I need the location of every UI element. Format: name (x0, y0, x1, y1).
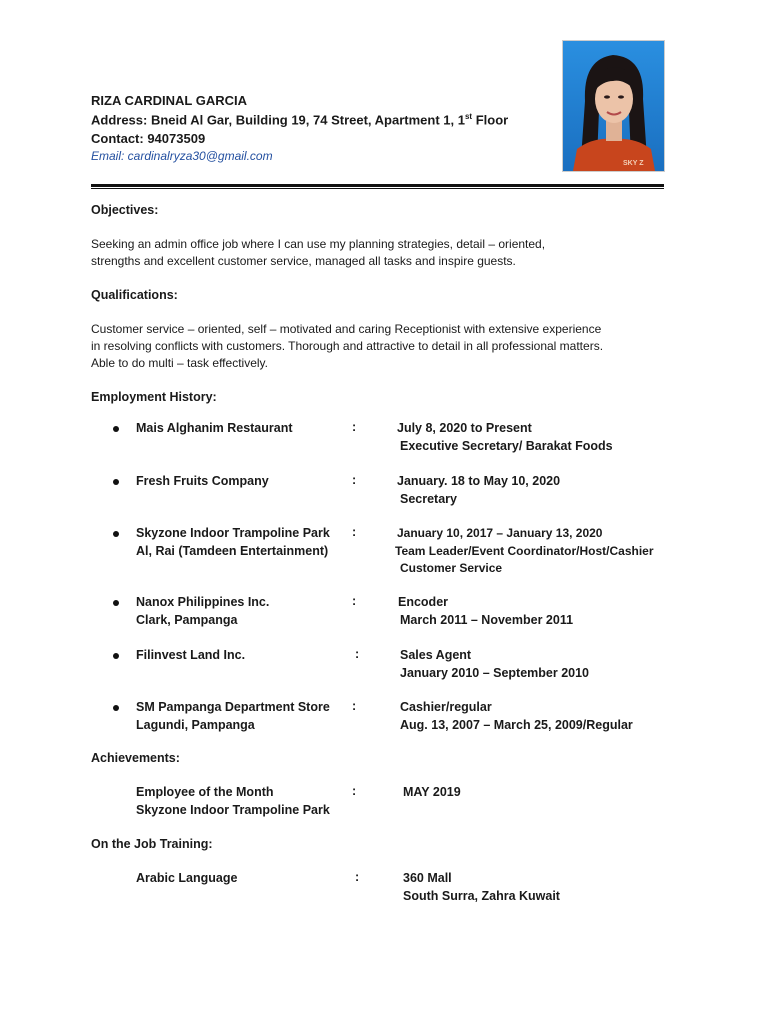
detail-line: Customer Service (400, 561, 503, 575)
bullet (113, 531, 119, 537)
employer-line: SM Pampanga Department Store (136, 700, 330, 714)
employer-line: Nanox Philippines Inc. (136, 595, 270, 609)
achievement-line: Employee of the Month (136, 785, 274, 799)
training-title (136, 870, 237, 888)
employer-line: Al, Rai (Tamdeen Entertainment) (136, 543, 329, 558)
employer (136, 525, 330, 560)
resume-name: RIZA CARDINAL GARCIA (91, 93, 247, 108)
header-divider-thick (91, 184, 664, 187)
detail-line: Secretary (400, 491, 457, 506)
profile-photo (562, 40, 665, 172)
bullet (113, 426, 119, 432)
separator-colon: : (352, 594, 357, 608)
address-suffix: Floor (472, 112, 509, 128)
detail-line: Encoder (398, 595, 449, 609)
employer-line: Clark, Pampanga (136, 612, 238, 627)
employer-line: Skyzone Indoor Trampoline Park (136, 526, 330, 540)
employer-line: Fresh Fruits Company (136, 474, 269, 488)
qualifications-line: in resolving conflicts with customers. Thorough and attractive to detail in all professional matters. (91, 339, 604, 353)
employer (136, 420, 293, 438)
qualifications-heading: Qualifications: (91, 288, 178, 302)
separator-colon: : (352, 699, 357, 713)
objectives-text (91, 236, 545, 270)
bullet (113, 479, 119, 485)
separator-colon: : (352, 473, 357, 487)
qualifications-line: Able to do multi – task effectively. (91, 356, 268, 370)
address-line (91, 112, 508, 127)
profile-photo-image (563, 41, 664, 171)
detail-line: Sales Agent (400, 648, 472, 662)
employment-details (400, 699, 633, 734)
training-heading: On the Job Training: (91, 837, 213, 851)
detail-line: July 8, 2020 to Present (397, 421, 532, 435)
photo-shirt-text: SKY Z (623, 160, 644, 167)
achievement-title (136, 784, 330, 819)
separator-colon: : (355, 870, 360, 884)
detail-line: Aug. 13, 2007 – March 25, 2009/Regular (400, 717, 633, 732)
detail-line: January 2010 – September 2010 (400, 665, 590, 680)
employer-line: Lagundi, Pampanga (136, 717, 255, 732)
achievement-date-line: MAY 2019 (403, 785, 461, 799)
bullet (113, 705, 119, 711)
detail-line: Team Leader/Event Coordinator/Host/Cashier (395, 543, 654, 558)
separator-colon: : (352, 420, 357, 434)
address-superscript: st (464, 112, 473, 121)
employer (136, 473, 269, 491)
bullet (113, 653, 119, 659)
separator-colon: : (355, 647, 360, 661)
employer-line: Filinvest Land Inc. (136, 648, 246, 662)
training-location-line: 360 Mall (403, 871, 452, 885)
detail-line: January 10, 2017 – January 13, 2020 (397, 526, 603, 540)
training-location-line: South Surra, Zahra Kuwait (403, 888, 560, 903)
detail-line: Cashier/regular (400, 700, 492, 714)
qualifications-text (91, 321, 603, 372)
contact-line: Contact: 94073509 (91, 131, 206, 146)
employer (136, 699, 330, 734)
achievements-heading: Achievements: (91, 751, 180, 765)
separator-colon: : (352, 784, 357, 798)
employer (136, 594, 269, 629)
employer (136, 647, 245, 665)
address-text: Address: Bneid Al Gar, Building 19, 74 Street, Apartment 1, 1 (91, 112, 465, 128)
employment-details (398, 594, 573, 629)
employment-details (397, 420, 613, 455)
bullet (113, 600, 119, 606)
email-link[interactable]: Email: cardinalryza30@gmail.com (91, 149, 273, 163)
detail-line: January. 18 to May 10, 2020 (397, 474, 561, 488)
achievement-date (403, 784, 461, 802)
detail-line: Executive Secretary/ Barakat Foods (400, 438, 613, 453)
employment-details (400, 647, 589, 682)
training-line: Arabic Language (136, 871, 238, 885)
objectives-line: Seeking an admin office job where I can use my planning strategies, detail – oriented, (91, 237, 546, 251)
training-location (403, 870, 560, 905)
employment-details (397, 473, 560, 508)
objectives-line: strengths and excellent customer service, managed all tasks and inspire guests. (91, 254, 516, 268)
detail-line: March 2011 – November 2011 (400, 612, 574, 627)
employment-details (395, 525, 654, 578)
header-divider-thin (91, 188, 664, 189)
separator-colon: : (352, 525, 357, 539)
qualifications-line: Customer service – oriented, self – motivated and caring Receptionist with extensive experience (91, 322, 602, 336)
employer-line: Mais Alghanim Restaurant (136, 421, 293, 435)
objectives-heading: Objectives: (91, 203, 159, 217)
employment-heading: Employment History: (91, 390, 217, 404)
achievement-line: Skyzone Indoor Trampoline Park (136, 802, 330, 817)
